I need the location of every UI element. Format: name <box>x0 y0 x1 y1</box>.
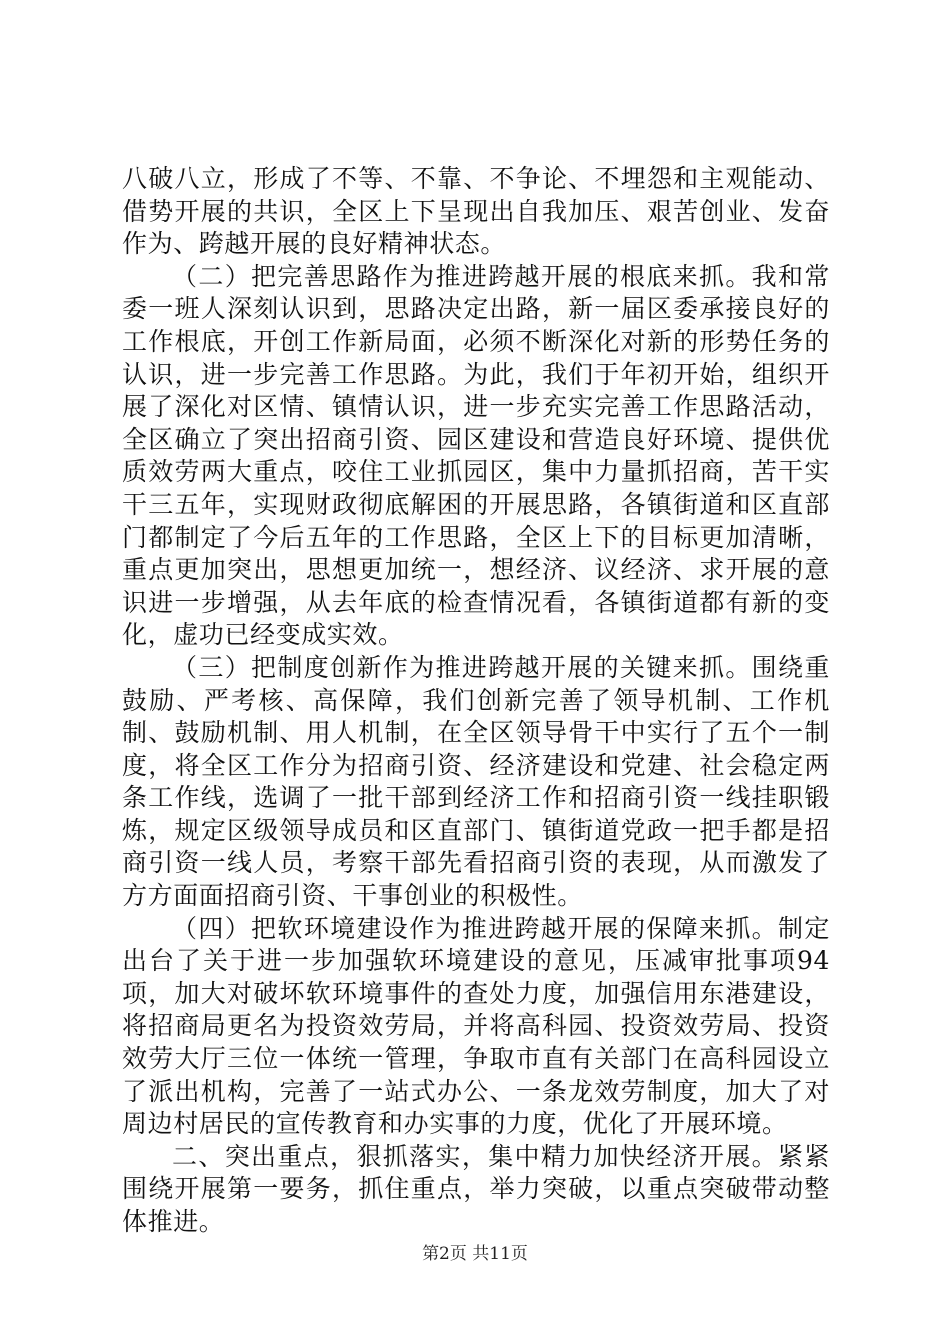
paragraph-section-2: （二）把完善思路作为推进跨越开展的根底来抓。我和常委一班人深刻认识到，思路决定出路，新一届区委承接良好的工作根底，开创工作新局面，必须不断深化对新的形势任务的认识，进一步完善工作思路。为此，我们于年初开始，组织开展了深化对区情、镇情认识，进一步充实完善工作思路活动，全区确立了突出招商引资、园区建设和营造良好环境、提供优质效劳两大重点，咬住工业抓园区，集中力量抓招商，苦干实干三五年，实现财政彻底解困的开展思路，各镇街道和区直部门都制定了今后五年的工作思路，全区上下的目标更加清晰，重点更加突出，思想更加统一，想经济、议经济、求开展的意识进一步增强，从去年底的检查情况看，各镇街道都有新的变化，虚功已经变成实效。 <box>122 261 830 650</box>
body-text <box>122 163 830 1239</box>
page-number-footer: 第2页 共11页 <box>422 1244 528 1264</box>
paragraph-section-3: （三）把制度创新作为推进跨越开展的关键来抓。围绕重鼓励、严考核、高保障，我们创新完善了领导机制、工作机制、鼓励机制、用人机制，在全区领导骨干中实行了五个一制度，将全区工作分为招商引资、经济建设和党建、社会稳定两条工作线，选调了一批干部到经济工作和招商引资一线挂职锻炼，规定区级领导成员和区直部门、镇街道党政一把手都是招商引资一线人员，考察干部先看招商引资的表现，从而激发了方方面面招商引资、干事创业的积极性。 <box>122 652 830 911</box>
paragraph-heading-two: 二、突出重点，狠抓落实，集中精力加快经济开展。紧紧围绕开展第一要务，抓住重点，举力突破，以重点突破带动整体推进。 <box>122 1141 830 1236</box>
paragraph-continuation: 八破八立，形成了不等、不靠、不争论、不埋怨和主观能动、借势开展的共识，全区上下呈现出自我加压、艰苦创业、发奋作为、跨越开展的良好精神状态。 <box>122 164 830 259</box>
paragraph-section-4: （四）把软环境建设作为推进跨越开展的保障来抓。制定出台了关于进一步加强软环境建设的意见，压减审批事项94项，加大对破坏软环境事件的查处力度，加强信用东港建设，将招商局更名为投资效劳局，并将高科园、投资效劳局、投资效劳大厅三位一体统一管理，争取市直有关部门在高科园设立了派出机构，完善了一站式办公、一条龙效劳制度，加大了对周边村居民的宣传教育和办实事的力度，优化了开展环境。 <box>122 913 830 1139</box>
